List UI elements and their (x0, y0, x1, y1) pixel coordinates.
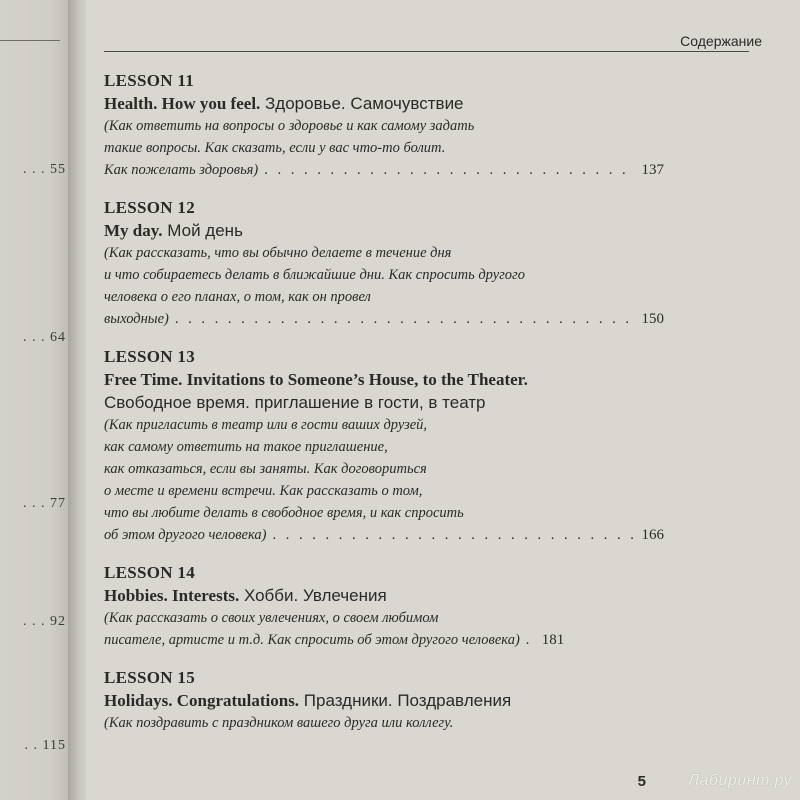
right-page (86, 0, 800, 800)
lesson-title-ru: Здоровье. Самочувствие (260, 94, 464, 113)
lesson-title (104, 368, 664, 391)
description-line: (Как рассказать, что вы обычно делаете в течение дня (104, 245, 452, 261)
description-line: как самому ответить на такое приглашение, (104, 439, 388, 455)
page-ref: 166 (641, 527, 664, 543)
description-line: выходные) (104, 311, 169, 327)
description-line: (Как ответить на вопросы о здоровье и как самому задать (104, 118, 475, 134)
toc-entry-lesson-14 (104, 562, 664, 651)
description-line: как отказаться, если вы заняты. Как договориться (104, 461, 427, 477)
toc-entry-lesson-15 (104, 667, 664, 734)
lesson-description (104, 414, 664, 546)
description-last-line (104, 629, 664, 651)
toc-entry-lesson-11 (104, 70, 664, 181)
page-ref: 137 (641, 162, 664, 178)
lesson-title-en: Free Time. Invitations to Someone’s House, to the Theater. (104, 370, 528, 389)
page-ref: 150 (641, 311, 664, 327)
description-line: что вы любите делать в свободное время, и как спросить (104, 505, 464, 521)
lesson-number: LESSON 14 (104, 563, 196, 582)
lesson-description (104, 242, 664, 330)
table-of-contents (104, 70, 664, 734)
description-line: Как пожелать здоровья) (104, 162, 259, 178)
dot-leader (175, 308, 636, 330)
lesson-title-ru: Хобби. Увлечения (239, 586, 387, 605)
lesson-number: LESSON 13 (104, 347, 196, 366)
description-line: (Как рассказать о своих увлечениях, о своем любимом (104, 610, 439, 626)
page-number: 5 (637, 773, 646, 790)
lesson-title (104, 92, 664, 115)
lesson-title-ru: Праздники. Поздравления (299, 691, 512, 710)
left-page-ref: . . 115 (24, 738, 66, 753)
description-last-line (104, 308, 664, 330)
description-line: такие вопросы. Как сказать, если у вас что-то болит. (104, 140, 446, 156)
lesson-title-en: Hobbies. Interests. (104, 586, 240, 605)
left-page-rule (0, 40, 60, 41)
watermark-logo: Лабиринт.ру (688, 772, 792, 789)
lesson-description (104, 115, 664, 181)
lesson-description (104, 607, 664, 651)
lesson-title (104, 219, 664, 242)
running-head: Содержание (680, 33, 762, 49)
description-line: человека о его планах, о том, как он провел (104, 289, 371, 305)
dot-leader (526, 629, 536, 651)
description-line: о месте и времени встречи. Как рассказать о том, (104, 483, 423, 499)
lesson-number: LESSON 11 (104, 71, 195, 90)
lesson-number: LESSON 12 (104, 198, 196, 217)
left-page-ref: . . . 55 (23, 162, 66, 177)
toc-entry-lesson-13 (104, 346, 664, 546)
toc-entry-lesson-12 (104, 197, 664, 330)
description-line: и что собираетесь делать в ближайшие дни. Как спросить другого (104, 267, 525, 283)
header-rule (104, 51, 749, 52)
lesson-title-en: Holidays. Congratulations. (104, 691, 300, 710)
lesson-number: LESSON 15 (104, 668, 196, 687)
left-page-ref: . . . 92 (23, 614, 66, 629)
lesson-title-ru: Мой день (162, 221, 243, 240)
left-page (0, 0, 72, 800)
lesson-title-en: Health. How you feel. (104, 94, 261, 113)
dot-leader (272, 524, 635, 546)
description-line: писателе, артисте и т.д. Как спросить об этом другого человека) (104, 632, 520, 648)
left-page-ref: . . . 77 (23, 496, 66, 511)
left-page-ref: . . . 64 (23, 330, 66, 345)
description-last-line (104, 524, 664, 546)
lesson-title-ru: Свободное время. приглашение в гости, в театр (104, 393, 486, 412)
page-ref: 181 (541, 632, 565, 648)
lesson-title (104, 689, 664, 712)
description-line: (Как поздравить с праздником вашего друга или коллегу. (104, 715, 454, 731)
lesson-description (104, 712, 664, 734)
description-last-line (104, 159, 664, 181)
lesson-title (104, 584, 664, 607)
dot-leader (264, 159, 635, 181)
lesson-title-en: My day. (104, 221, 163, 240)
description-line: об этом другого человека) (104, 527, 267, 543)
description-line: (Как пригласить в театр или в гости ваших друзей, (104, 417, 428, 433)
